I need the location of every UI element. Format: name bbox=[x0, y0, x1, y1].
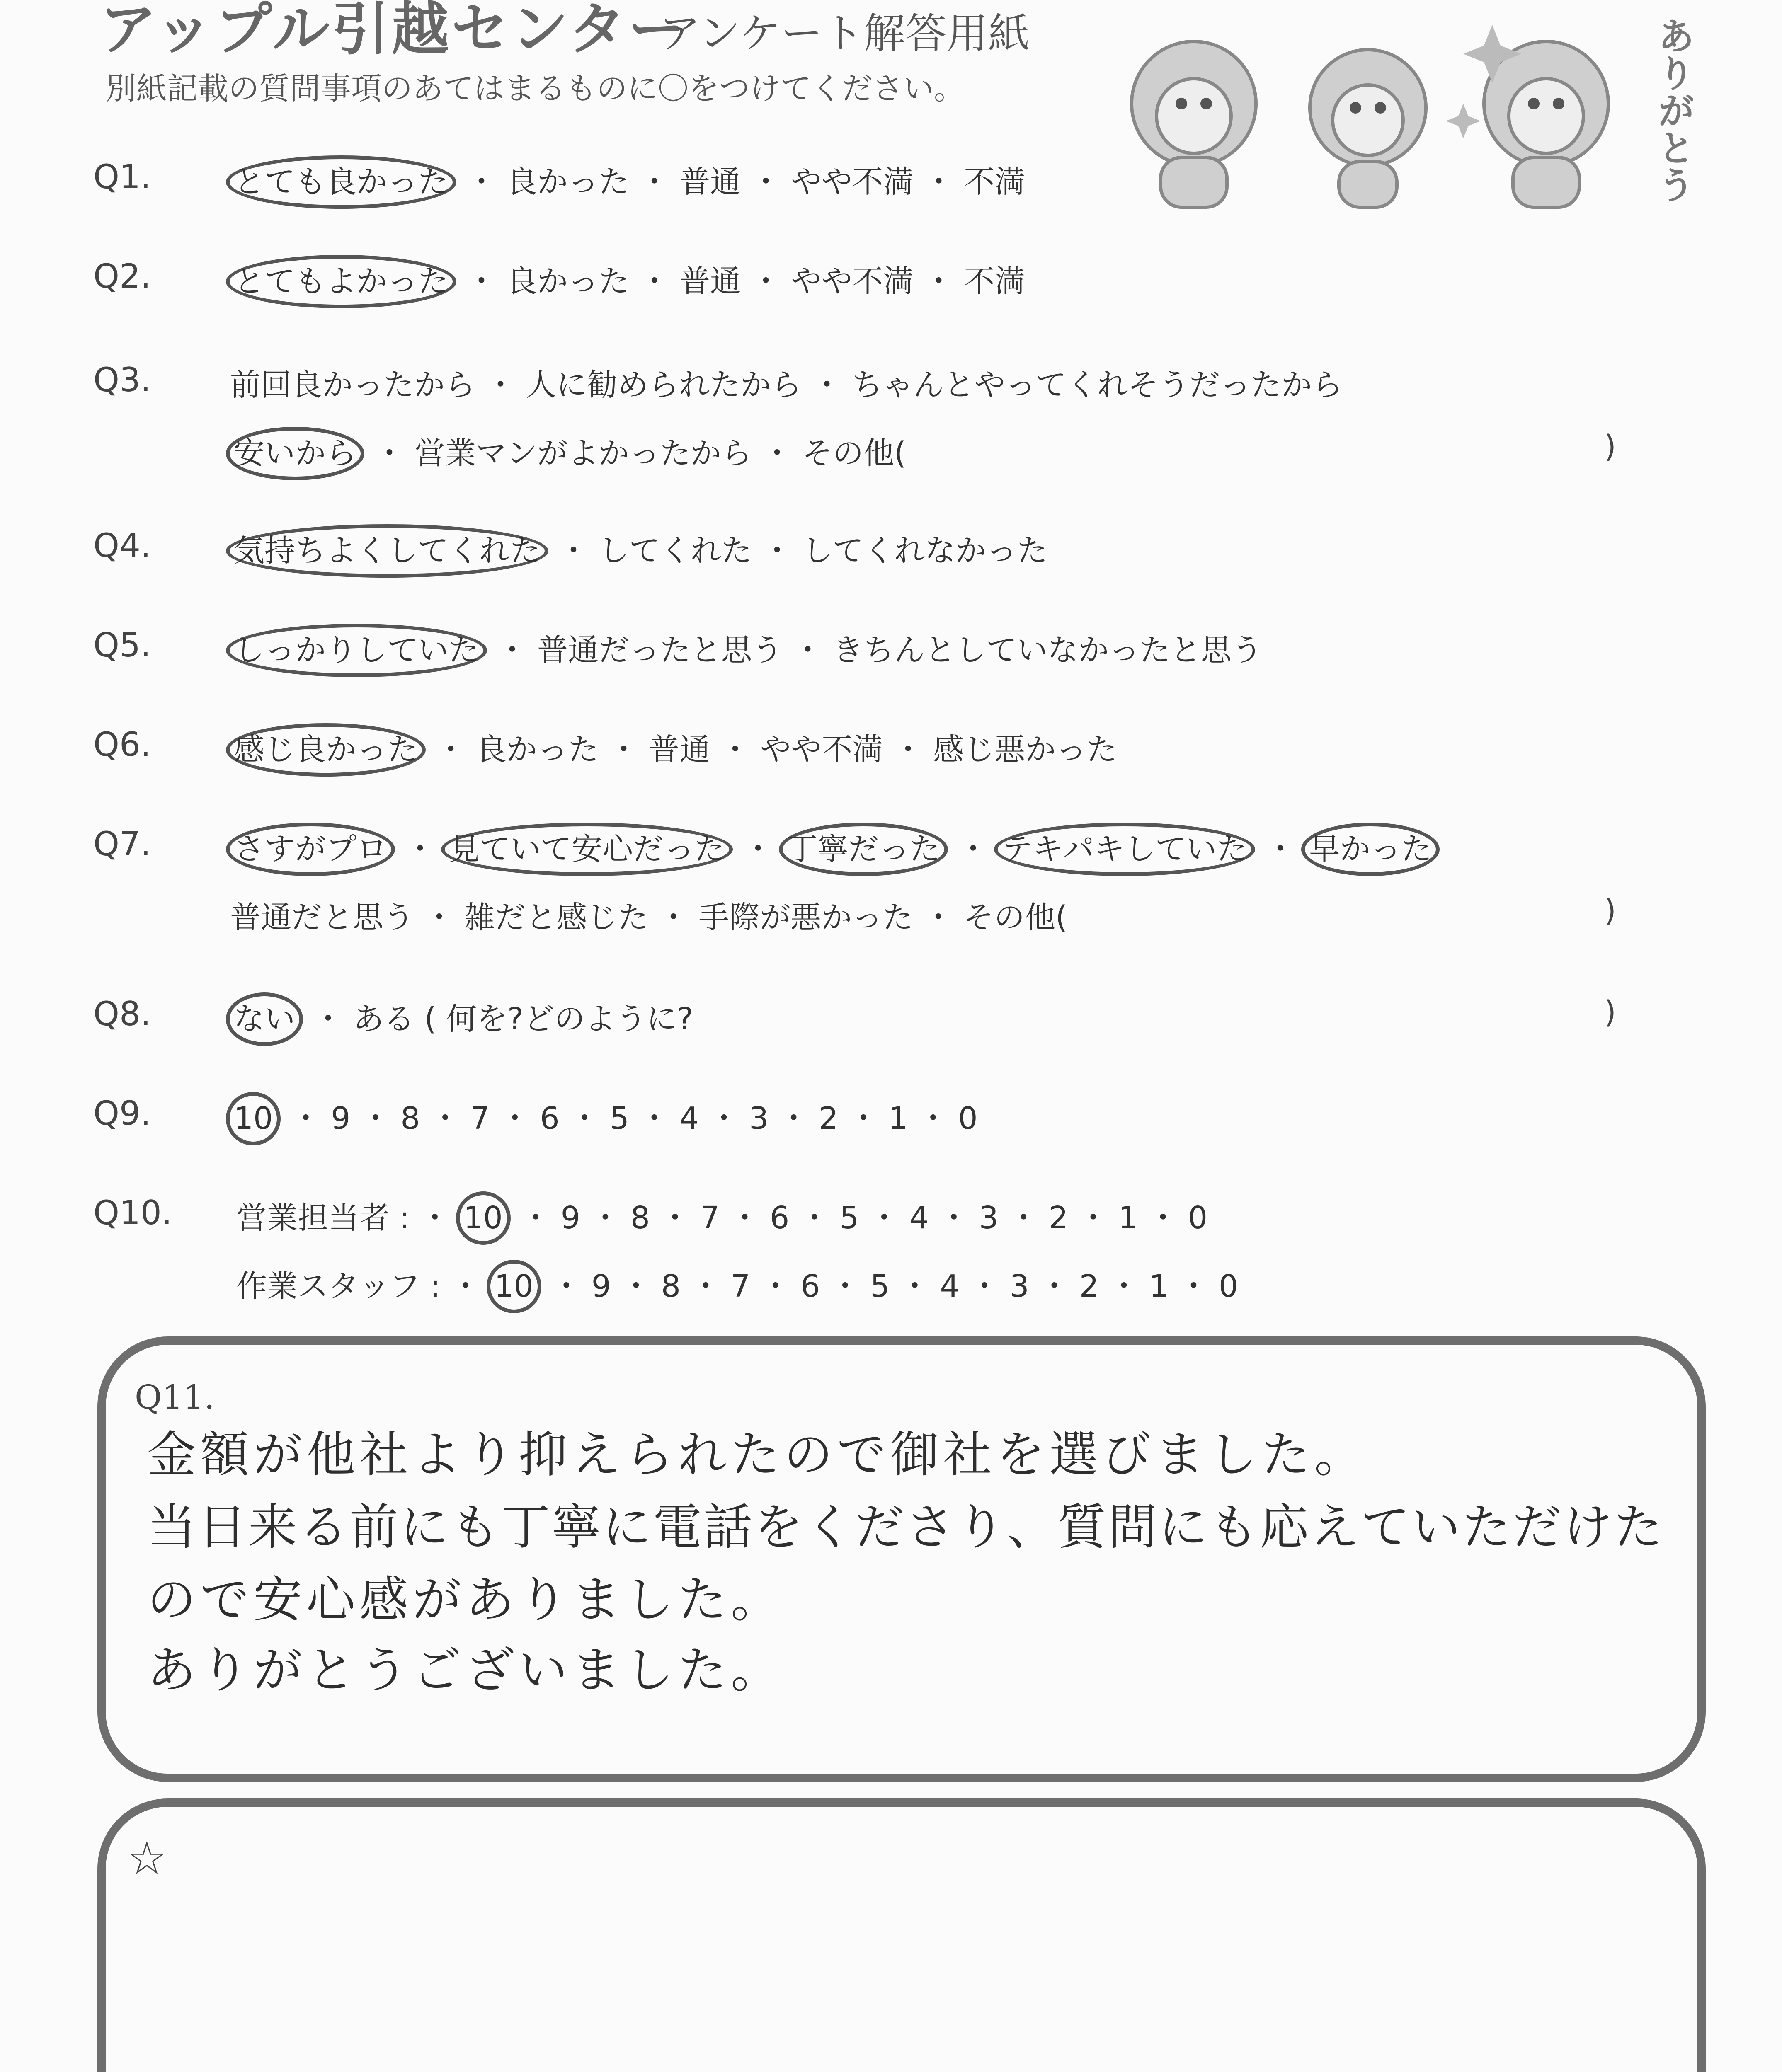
option-separator: ・ bbox=[820, 1268, 870, 1304]
option[interactable]: やや不満 bbox=[791, 164, 914, 200]
q11-line-2: 当日来る前にも丁寧に電話をくださり、質問にも応えていただけた bbox=[147, 1498, 1665, 1556]
option-circled[interactable]: 10 bbox=[226, 1092, 281, 1145]
question-label: Q1. bbox=[93, 157, 151, 196]
option[interactable]: その他( bbox=[802, 436, 906, 471]
option-separator: ・ bbox=[733, 831, 783, 867]
option[interactable]: 5 bbox=[609, 1101, 629, 1136]
option-row bbox=[230, 626, 1262, 670]
option[interactable]: 2 bbox=[819, 1101, 839, 1136]
option-row bbox=[230, 526, 1047, 570]
option[interactable]: 感じ悪かった bbox=[933, 732, 1118, 767]
q11-line-4: ありがとうございました。 bbox=[147, 1641, 784, 1699]
option-row bbox=[236, 1262, 1238, 1306]
option-row bbox=[230, 257, 1025, 301]
option-separator: ・ bbox=[414, 900, 465, 935]
option[interactable]: ちゃんとやってくれそうだったから bbox=[852, 367, 1343, 403]
option[interactable]: 8 bbox=[400, 1101, 420, 1136]
option[interactable]: 0 bbox=[958, 1101, 978, 1136]
option[interactable]: 不満 bbox=[964, 264, 1026, 299]
option-separator: ・ bbox=[783, 632, 833, 668]
mascot-illustration bbox=[1119, 8, 1700, 215]
option-circled[interactable]: 感じ良かった bbox=[226, 723, 426, 777]
option-separator: ・ bbox=[959, 1268, 1010, 1304]
option-separator: ・ bbox=[710, 732, 761, 767]
option-circled[interactable]: さすがプロ bbox=[226, 823, 395, 876]
option[interactable]: 良かった bbox=[476, 732, 599, 767]
option-circled[interactable]: しっかりしていた bbox=[226, 624, 487, 677]
option[interactable]: 営業マンがよかったから bbox=[415, 436, 752, 471]
option[interactable]: 不満 bbox=[964, 164, 1026, 200]
option-separator: ・ bbox=[475, 367, 526, 403]
option[interactable]: 8 bbox=[661, 1268, 681, 1304]
option-separator: ・ bbox=[859, 1200, 909, 1236]
option[interactable]: 7 bbox=[700, 1200, 720, 1236]
option[interactable]: 普通だと思う bbox=[230, 900, 414, 935]
closing-paren: ) bbox=[1604, 893, 1616, 929]
option[interactable]: 良かった bbox=[507, 264, 630, 299]
option-separator: ・ bbox=[929, 1200, 979, 1236]
option[interactable]: してくれた bbox=[599, 533, 752, 569]
option[interactable]: 5 bbox=[870, 1268, 890, 1304]
monkey-mascots-icon bbox=[1119, 8, 1700, 215]
thanks-text: ありがとう bbox=[1651, 17, 1695, 203]
option[interactable]: 人に勧められたから bbox=[526, 367, 802, 403]
option[interactable]: 9 bbox=[331, 1101, 351, 1136]
option-separator: ・ bbox=[883, 732, 933, 767]
option[interactable]: 4 bbox=[940, 1268, 960, 1304]
option-separator: ・ bbox=[648, 900, 699, 935]
option-separator: ・ bbox=[750, 1268, 801, 1304]
option-separator: ・ bbox=[838, 1101, 889, 1136]
option-separator: ・ bbox=[720, 1200, 770, 1236]
option-row bbox=[230, 893, 1067, 937]
option-separator: ・ bbox=[420, 1101, 470, 1136]
option[interactable]: 2 bbox=[1048, 1200, 1068, 1236]
option[interactable]: 営業担当者 : bbox=[236, 1200, 410, 1236]
q11-label: Q11. bbox=[135, 1378, 215, 1416]
option-separator: ・ bbox=[998, 1200, 1049, 1236]
question-label: Q9. bbox=[93, 1094, 151, 1133]
option-circled[interactable]: 丁寧だった bbox=[779, 823, 948, 876]
option[interactable]: 4 bbox=[679, 1101, 699, 1136]
option[interactable]: 普通 bbox=[679, 164, 741, 200]
option-row bbox=[230, 825, 1440, 869]
option-separator: ・ bbox=[752, 533, 803, 569]
option[interactable]: 6 bbox=[770, 1200, 790, 1236]
option[interactable]: 作業スタッフ : bbox=[236, 1268, 441, 1304]
question-label: Q3. bbox=[93, 361, 151, 399]
option[interactable]: 1 bbox=[888, 1101, 908, 1136]
option-separator: ・ bbox=[680, 1268, 731, 1304]
option-separator: ・ bbox=[1068, 1200, 1118, 1236]
option-row bbox=[230, 429, 906, 473]
option[interactable]: やや不満 bbox=[791, 264, 914, 299]
option-separator: ・ bbox=[440, 1268, 491, 1304]
option[interactable]: 普通 bbox=[679, 264, 741, 299]
option-separator: ・ bbox=[559, 1101, 610, 1136]
option[interactable]: ある ( 何を?どのように? bbox=[353, 1001, 693, 1037]
option[interactable]: 普通 bbox=[649, 732, 710, 767]
question-label: Q6. bbox=[93, 725, 151, 764]
option-separator: ・ bbox=[802, 367, 852, 403]
option-separator: ・ bbox=[456, 264, 507, 299]
q11-line-3: ので安心感がありました。 bbox=[147, 1571, 784, 1628]
closing-paren: ) bbox=[1604, 995, 1616, 1030]
option-row bbox=[230, 157, 1025, 201]
option[interactable]: 良かった bbox=[507, 164, 630, 200]
free-comment-box bbox=[97, 1798, 1706, 2072]
option[interactable]: やや不満 bbox=[760, 732, 883, 767]
option-separator: ・ bbox=[789, 1200, 840, 1236]
option[interactable]: 7 bbox=[731, 1268, 751, 1304]
option-separator: ・ bbox=[629, 1101, 679, 1136]
option[interactable]: 5 bbox=[839, 1200, 859, 1236]
option[interactable]: 雑だと感じた bbox=[464, 900, 649, 935]
option-circled[interactable]: 気持ちよくしてくれた bbox=[226, 524, 548, 578]
option-row bbox=[230, 725, 1117, 769]
option-separator: ・ bbox=[914, 264, 964, 299]
option[interactable]: 6 bbox=[540, 1101, 560, 1136]
option[interactable]: 6 bbox=[800, 1268, 820, 1304]
option[interactable]: 0 bbox=[1188, 1200, 1208, 1236]
option[interactable]: 7 bbox=[470, 1101, 490, 1136]
option-separator: ・ bbox=[629, 164, 680, 200]
option-separator: ・ bbox=[510, 1200, 561, 1236]
option-row bbox=[230, 995, 693, 1038]
option-separator: ・ bbox=[350, 1101, 401, 1136]
option-separator: ・ bbox=[580, 1200, 630, 1236]
option-circled[interactable]: とても良かった bbox=[226, 155, 456, 209]
option-separator: ・ bbox=[611, 1268, 661, 1304]
option-circled[interactable]: 10 bbox=[456, 1191, 511, 1245]
option-separator: ・ bbox=[914, 164, 964, 200]
option[interactable]: 4 bbox=[909, 1200, 929, 1236]
q11-line-1: 金額が他社より抑えられたので御社を選びました。 bbox=[147, 1426, 1368, 1483]
option[interactable]: 1 bbox=[1149, 1268, 1169, 1304]
option[interactable]: 普通だったと思う bbox=[537, 632, 783, 668]
option[interactable]: 0 bbox=[1219, 1268, 1239, 1304]
question-label: Q10. bbox=[93, 1193, 172, 1232]
option-row bbox=[236, 1193, 1207, 1237]
form-subtitle: アンケート解答用紙 bbox=[659, 9, 1030, 58]
option-circled[interactable]: 早かった bbox=[1301, 823, 1440, 876]
option[interactable]: きちんとしていなかったと思う bbox=[833, 632, 1263, 668]
option-separator: ・ bbox=[948, 831, 999, 867]
brand-title: アップル引越センター bbox=[99, 0, 688, 63]
option-separator: ・ bbox=[629, 264, 680, 299]
option-separator: ・ bbox=[769, 1101, 819, 1136]
option[interactable]: 2 bbox=[1079, 1268, 1099, 1304]
option[interactable]: 前回良かったから bbox=[230, 367, 475, 403]
closing-paren: ) bbox=[1604, 429, 1616, 465]
option-separator: ・ bbox=[487, 632, 538, 668]
option-circled[interactable]: 10 bbox=[487, 1260, 541, 1313]
option-circled[interactable]: テキパキしていた bbox=[994, 823, 1255, 876]
option[interactable]: 9 bbox=[560, 1200, 580, 1236]
option-row bbox=[230, 1094, 978, 1138]
question-label: Q2. bbox=[93, 257, 151, 295]
question-label: Q7. bbox=[93, 825, 151, 863]
question-label: Q8. bbox=[93, 995, 151, 1033]
option[interactable]: 3 bbox=[1009, 1268, 1029, 1304]
option-separator: ・ bbox=[490, 1101, 540, 1136]
instruction-text: 別紙記載の質問事項のあてはまるものに〇をつけてください。 bbox=[106, 71, 965, 107]
option-circled[interactable]: とてもよかった bbox=[226, 255, 456, 308]
option[interactable]: してくれなかった bbox=[802, 533, 1048, 569]
option[interactable]: 8 bbox=[630, 1200, 650, 1236]
option-separator: ・ bbox=[913, 900, 964, 935]
option-separator: ・ bbox=[1029, 1268, 1079, 1304]
option-separator: ・ bbox=[650, 1200, 701, 1236]
option-separator: ・ bbox=[1098, 1268, 1149, 1304]
q11-box bbox=[97, 1336, 1706, 1782]
option-separator: ・ bbox=[395, 831, 446, 867]
option-separator: ・ bbox=[281, 1101, 331, 1136]
option[interactable]: 3 bbox=[979, 1200, 999, 1236]
option-separator: ・ bbox=[741, 264, 791, 299]
question-label: Q4. bbox=[93, 526, 151, 565]
option[interactable]: 3 bbox=[749, 1101, 769, 1136]
option-separator: ・ bbox=[1255, 831, 1306, 867]
option-circled[interactable]: ない bbox=[226, 992, 303, 1046]
option-separator: ・ bbox=[410, 1200, 460, 1236]
option-circled[interactable]: 見ていて安心だった bbox=[441, 823, 733, 876]
option-separator: ・ bbox=[1137, 1200, 1188, 1236]
option-separator: ・ bbox=[303, 1001, 354, 1037]
option-separator: ・ bbox=[908, 1101, 958, 1136]
option-separator: ・ bbox=[890, 1268, 940, 1304]
option[interactable]: 1 bbox=[1118, 1200, 1138, 1236]
option-separator: ・ bbox=[752, 436, 803, 471]
option-separator: ・ bbox=[699, 1101, 749, 1136]
option[interactable]: その他( bbox=[963, 900, 1068, 935]
option[interactable]: 9 bbox=[591, 1268, 611, 1304]
option-separator: ・ bbox=[548, 533, 599, 569]
option-separator: ・ bbox=[456, 164, 507, 200]
option[interactable]: 手際が悪かった bbox=[698, 900, 914, 935]
option-separator: ・ bbox=[364, 436, 415, 471]
option-row bbox=[230, 361, 1343, 404]
option-separator: ・ bbox=[1168, 1268, 1219, 1304]
option-separator: ・ bbox=[541, 1268, 592, 1304]
option-circled[interactable]: 安いから bbox=[226, 427, 364, 480]
option-separator: ・ bbox=[741, 164, 791, 200]
option-separator: ・ bbox=[426, 732, 476, 767]
option-separator: ・ bbox=[599, 732, 649, 767]
question-label: Q5. bbox=[93, 626, 151, 664]
star-icon: ☆ bbox=[126, 1832, 167, 1885]
